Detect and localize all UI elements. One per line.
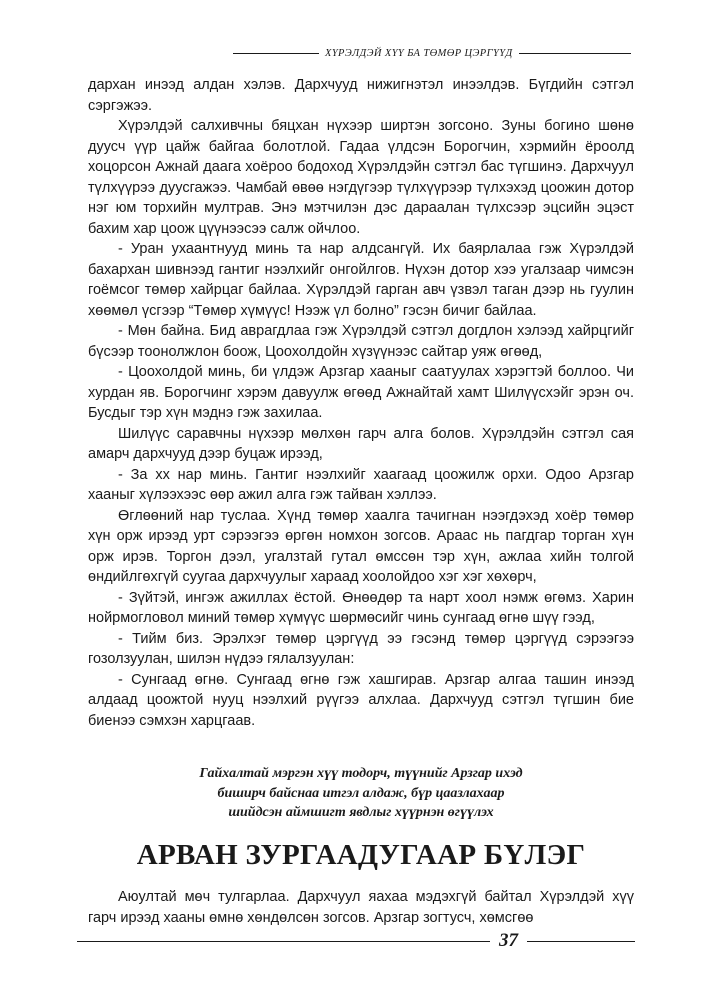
footer-rule-left [77, 941, 490, 942]
paragraph: Шилүүс саравчны нүхээр мөлхөн гарч алга болов. Хүрэлдэйн сэтгэл сая амарч дархчууд дээр буцаж ирээд, [88, 425, 634, 462]
running-title: ХҮРЭЛДЭЙ ХҮҮ БА ТӨМӨР ЦЭРГҮҮД [325, 48, 513, 59]
epigraph-line: биширч байснаа итгэл алдаж, бүр цаазлахаар [217, 785, 505, 801]
running-header [233, 48, 631, 59]
paragraph: - Мөн байна. Бид аврагдлаа гэж Хүрэлдэй сэтгэл догдлон хэлээд хайрцгийг бүсээр тоонолжлон боож, Цоохолдойн хүзүүнээс сайтар уяж өгөөд, [88, 323, 634, 360]
paragraph: - Цоохолдой минь, би үлдэж Арзгар хааныг саатуулах хэрэгтэй боллоо. Чи хурдан яв. Борогчинг хэрэм давуулж өгөөд Ажнайтай хамт Шилүүсхэйг эрэн оч. Бусдыг тэр хүн мэднэ гэж захилаа. [88, 364, 634, 421]
paragraph: Аюултай мөч тулгарлаа. Дархчуул яахаа мэдэхгүй байтал Хүрэлдэй хүү гарч ирээд хааны өмнө хөндөлсөн зогсов. Арзгар зогтусч, хөмсгөө [88, 889, 634, 926]
header-rule-left [233, 53, 319, 54]
paragraph: Өглөөний нар туслаа. Хүнд төмөр хаалга тачигнан нээгдэхэд хоёр төмөр хүн орж ирээд урт сэрээгээ өргөн номхон зогсов. Араас нь пагдгар торган хүн орж ирэв. Торгон дээл, угалзтай гутал өмссөн тэр хүн, ажлаа хийн толгой өндийлгөхгүй суугаа дархчуулыг хараад хоолойдоо хэг хэг хөхөрч, [88, 507, 634, 585]
paragraph: - Зүйтэй, ингэж ажиллах ёстой. Өнөөдөр та нарт хоол нэмж өгөмз. Харин нойрмогловол миний төмөр хүмүүс шөрмөсийг чинь сунгаад өгнө шүү гээд, [88, 589, 634, 626]
paragraph: дархан инээд алдан хэлэв. Дархчууд нижигнэтэл инээлдэв. Бүгдийн сэтгэл сэргэжээ. [88, 77, 634, 114]
chapter-epigraph [88, 764, 634, 823]
paragraph: - Сунгаад өгнө. Сунгаад өгнө гэж хашгирав. Арзгар алгаа ташин инээд алдаад цоожтой нууц нээлхий рүүгээ алхлаа. Дархчууд сэтгэл түгшин бие биенээ сэмхэн харцгаав. [88, 671, 634, 729]
page-number: 37 [499, 930, 518, 951]
epigraph-line: Гайхалтай мэргэн хүү тодорч, түүнийг Арзгар ихэд [199, 766, 523, 781]
paragraph: - Тийм биз. Эрэлхэг төмөр цэргүүд ээ гэсэнд төмөр цэргүүд сэрээгээ гозолзуулан, шилэн нүдээ гялалзуулан: [88, 630, 634, 667]
epigraph-line: шийдсэн аймшигт явдлыг хүүрнэн өгүүлэх [228, 805, 494, 820]
paragraph: Хүрэлдэй салхивчны бяцхан нүхээр ширтэн зогсоно. Зуны богино шөнө дуусч үүр цайж байгаа болотлой. Гадаа үлдсэн Борогчин, хэрмийн ёроолд хоцорсон Ажнай даага хоёроо бодоход Хүрэлдэйн сэтгэл бас түгшинэ. Дархчуул түлхүүрээ дуусгажээ. Чамбай өвөө нэгдүгээр түлхүүрээр түлхэхэд цоожин дотор нэг юм торхийн мултрав. Энэ мэтчилэн дэс дараалан түлхсээр эцсийн эцэст бахим хар цоож цүүнээсээ салж ойчлоо. [88, 118, 634, 237]
chapter-title: АРВАН ЗУРГААДУГААР БҮЛЭГ [136, 839, 586, 871]
header-rule-right [519, 53, 631, 54]
paragraph: - За хх нар минь. Гантиг нээлхийг хаагаад цоожилж орхи. Одоо Арзгар хааныг хүлээхээс өөр ажил алга гэж тайван хэллээ. [88, 466, 634, 503]
body-text [88, 75, 634, 731]
footer-rule-right [527, 941, 635, 942]
chapter-body [88, 887, 634, 928]
page-footer [77, 930, 635, 952]
paragraph: - Уран ухаантнууд минь та нар алдсангүй. Их баярлалаа гэж Хүрэлдэй бахархан шивнээд гантиг нээлхийг онгойлгов. Нүхэн дотор хээ угалзаар чимсэн гоёмсог төмөр хайрцаг байлаа. Хүрэлдэй гарган авч үзвэл таган дээр нь гуулин хөөмөл үсгээр “Төмөр хүмүүс! Нээж үл болно” гэсэн бичиг байлаа. [88, 241, 634, 319]
